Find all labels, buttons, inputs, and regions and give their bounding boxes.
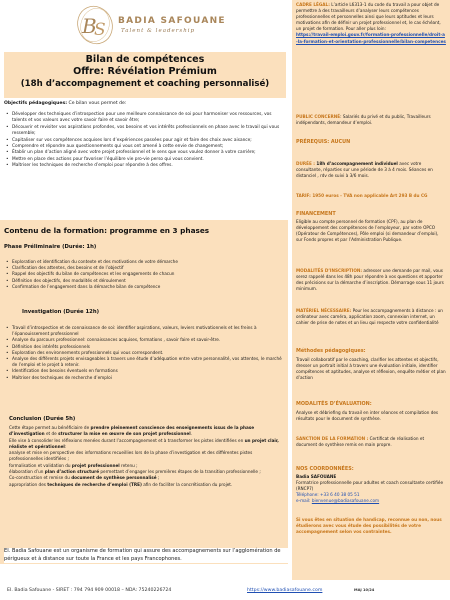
brand-logo [74,2,226,50]
coordonnees-block [296,474,446,504]
phase3-text: ; [156,475,160,481]
list-item: • Analyse du parcours professionnel: connaissances acquises, formations , savoir faire et savoir-être. [4,337,286,343]
svg-text:S: S [94,20,106,40]
materiel-text: Pour les accompagnements à distance : un ordinateur avec caméra, application zoom, connexion internet, un cahier de prise de notes et un lieu qui respecte votre confidentialité [296,308,443,326]
brand-tagline: Talent & leadership [121,28,196,34]
offer-title: Bilan de compétences [85,54,205,65]
sanction-text: Certificat de réalisation et document de synthèse remis en main propre. [296,436,425,448]
list-item: • Exploration des environnements professionnels qui vous correspondent. [4,350,286,356]
monogram-logo-icon [74,4,116,46]
list-item: • Exploration et identification du contexte et des motivations de votre démarche [4,259,286,265]
list-item: • Maîtriser des techniques de recherche d’emploi [4,375,286,381]
svg-text:B: B [82,14,97,38]
organisation-intro: EI. Badia Safouane est un organisme de formation qui assure des accompagnements sur l’agglomération de périgueux et à distance sur toute la France et les pays Francophones. [4,548,288,563]
offer-title-box [4,52,286,98]
phase3-emphasis: prendre pleinement conscience des enseignements issus de la phase d’investigation [9,425,255,437]
contact-role: Formatrice professionnelle pour adultes et coach consultante certifiée (RNCP7) [296,480,444,492]
phase3-emphasis: un projet clair, réaliste et opérationnel [9,437,279,449]
offer-name: Offre: Révélation Prémium [73,66,217,77]
list-item: • Rappel des objectifs du bilan de compétences et les engagements de chacun [4,271,286,277]
contact-name: Badia SAFOUANE [296,474,337,479]
phase3-text: et de [44,431,59,437]
info-sidebar [292,0,450,580]
materiel-block [296,308,446,326]
objectives-list [5,112,285,170]
inscription-text: adresser une demande par mail, vous serez rappelé dans les 48h pour répondre à vos questions et apporter des précisions sur la démarche d’inscription. Démarrage sous 11 jours minimum. [296,268,444,292]
contact-phone[interactable]: Téléphone: +33 6 40 38 05 51 [296,492,360,498]
phase3-text: formalisation et validation du [9,462,72,468]
list-item: • Maîtriser les techniques de recherche d’emploi pour répondre à des offres. [5,163,285,169]
phase3-text: Co-construction et remise du [9,475,72,481]
tarif-label: TARIF: [296,193,311,198]
financement-title: FINANCEMENT [296,211,336,217]
list-item: • Comprendre et répondre aux questionnements qui vous ont amené à cette envie de changement; [5,144,285,150]
phase3-text: Cette étape permet au bénéficiaire de [9,425,91,430]
list-item: • Mettre en place des actions pour favoriser l’équilibre vie pro-vie perso qui vous convient. [5,157,285,163]
tarif-block [296,193,446,199]
list-item: • Identification des besoins éventuels en formations [4,368,286,374]
phase3-title: Conclusion (Durée 5h) [9,416,76,422]
program-section [0,220,288,564]
financement-text: Eligible au compte personnel de formation (CPF), au plan de développement des compétences de l’employeur, par votre OPCO (Opérateur de Compétences), Pôle emploi (si demandeur d’emploi), sur Fonds propres et par l’Administration Publique. [296,219,439,243]
objectives-label [4,101,126,106]
list-item: • Développer des techniques d’introspection pour une meilleure connaissance de soi pour harmoniser vos ressources, vos talents et vos valeurs avec votre savoir faire et savoir être; [5,112,285,125]
offer-duration: (18h d’accompagnement et coaching personnalisé) [20,79,270,89]
public-label: PUBLIC CONCERNÉ [296,114,341,119]
phase3-emphasis: plan d’action structuré [44,469,100,475]
phase3-text: élaboration d’un [9,469,45,475]
phase3-text: afin de faciliter la concrétisation du projet. [141,481,233,487]
contact-email-link[interactable]: bienvenue@badiasafouane.com [311,498,380,504]
phase3-text: analyse et mise en perspective des informations recueillies lors de la phase d’investigation et des différentes pistes professionnelles identifiées ; [9,450,253,462]
phase3-emphasis: techniques de recherche d’emploi (TRE) [47,481,142,487]
phase3-text: : [64,443,67,449]
duree-block [296,161,446,179]
phase3-emphasis: structurer la mise en œuvre de son projet professionnel [58,431,191,437]
materiel-label: MATÉRIEL NÉCESSAIRE: [296,308,352,313]
inscription-block [296,268,446,292]
phase3-emphasis: document de synthèse personnalisé [71,475,157,481]
list-item: • Clarification des attentes, des besoins et de l’objectif [4,265,286,271]
list-item: • Capitaliser sur vos compétences acquises lors d’expériences passées pour agir et faire des choix avec aisance; [5,138,285,144]
phase3-text: permettant d’engager les premières étapes de la transition professionnelle ; [99,469,261,475]
tarif-text: 1950 euros - TVA non applicable Art 293 B du CG [310,193,428,198]
duree-label: DURÉE : [296,161,317,166]
list-item: • Définition des objectifs, des modalités et déroulement [4,278,286,284]
sanction-block [296,436,446,448]
phase3-text: appropriation des [9,481,48,487]
footer-website-link[interactable]: https://www.badiasafouane.com [247,588,323,593]
phase3-paragraph [9,425,285,488]
public-block [296,114,446,126]
cadre-legal-label: CADRE LÉGAL: [296,2,330,7]
phase3-emphasis: projet professionnel [71,462,120,468]
phase2-title: Investigation (Durée 12h) [22,309,100,315]
duree-text: avec votre consultante, réparties sur une période de 3 à 4 mois. Séances en distanciel , rdv de suivi à 3/6 mois. [296,161,433,179]
cadre-legal-text: L’article L6313-1 du code du travail a pour objet de permettre à des travailleurs d’analyser leurs compétences professionnelles et personnelles ainsi que leurs aptitudes et leurs motivations afin de définir un projet professionnel et, le cas échéant, un projet de formation. Pour aller plus loin: [296,2,441,32]
public-text: : Salariés du privé et du public, Travailleurs indépendants, demandeur d’emploi. [296,114,431,126]
objectives-label-bold: Objectifs pédagogiques: [4,101,68,106]
list-item: • Découvrir et revisiter vos aspirations profondes, vos besoins et vos intérêts professionnels en phase avec le travail qui vous ressemble; [5,125,285,138]
sanction-label: SANCTION DE LA FORMATION : [296,436,369,441]
evaluation-text: Analyse et débriefing du travail en inter séances et compilation des résultats pour le document de synthèse. [296,410,439,422]
brand-name: BADIA SAFOUANE [118,16,226,26]
footer-legal: EI. Badia Safouane - SIRET : 794 794 909 00018 – NDA: 75240226724 [7,588,172,593]
program-title: Contenu de la formation: programme en 3 phases [4,226,210,235]
evaluation-title: MODALITÉS D’ÉVALUATION: [296,401,372,407]
objectives-label-rest: Ce bilan vous permet de: [67,101,127,106]
phase2-list [4,325,286,381]
prerequisites: PRÉREQUIS: AUCUN [296,139,351,145]
list-item: • Analyse des différents projets envisageables à travers une étude d’adéquation entre votre personnalité, vos attentes, le marché de l’emploi et le projet à retenir. [4,356,286,368]
coordonnees-title: NOS COORDONNÉES: [296,466,354,472]
phase3-text: . [190,431,193,437]
contact-email-label: e-mail: [296,498,312,504]
list-item: • Travail d’introspection et de connaissance de soi: identifier aspirations, valeurs, leviers motivationnels et les freins à l’épanouissement professionnel [4,325,286,337]
page-footer [0,584,450,600]
phase3-text: retenu ; [119,462,138,468]
phase1-list [4,259,286,290]
footer-update-date: MAJ 10/24 [354,588,375,592]
phase1-title: Phase Préliminaire (Durée: 1h) [4,244,97,250]
methodes-text: Travail collaboratif par le coaching, clarifier les attentes et objectifs, dresser un portrait initial à travers une évaluation initiale, identifier compétences et aptitudes, analyse et réflexion, enquête métier et plan d’action [296,357,446,381]
list-item: • Établir un plan d’action aligné avec votre projet professionnel et le sens que vous voulez donner à votre carrière; [5,150,285,156]
inscription-label: MODALITÉS D’INSCRIPTION: [296,268,363,273]
cadre-legal-block [296,2,446,45]
methodes-title: Méthodes pédagogiques: [296,348,366,354]
phase3-text: Elle vise à consolider les réflexions menées durant l’accompagnement et à transformer les pistes identifiées en [9,437,245,443]
duree-bold: 18h d’accompagnement individuel [316,161,398,166]
list-item: • Confirmation de l’engagement dans la démarche bilan de compétence [4,284,286,290]
list-item: • Définition des intérêts professionnels [4,344,286,350]
handicap-note: Si vous êtes en situation de handicap, reconnue ou non, nous étudierons avec vous étude des possibilités de votre accompagnement selon vos contraintes. [296,517,442,535]
cadre-legal-link[interactable]: https://travail-emploi.gouv.fr/formation-professionnelle/droit-a-la-formation-et-orientation-professionnelle/bilan-competences [296,32,446,44]
